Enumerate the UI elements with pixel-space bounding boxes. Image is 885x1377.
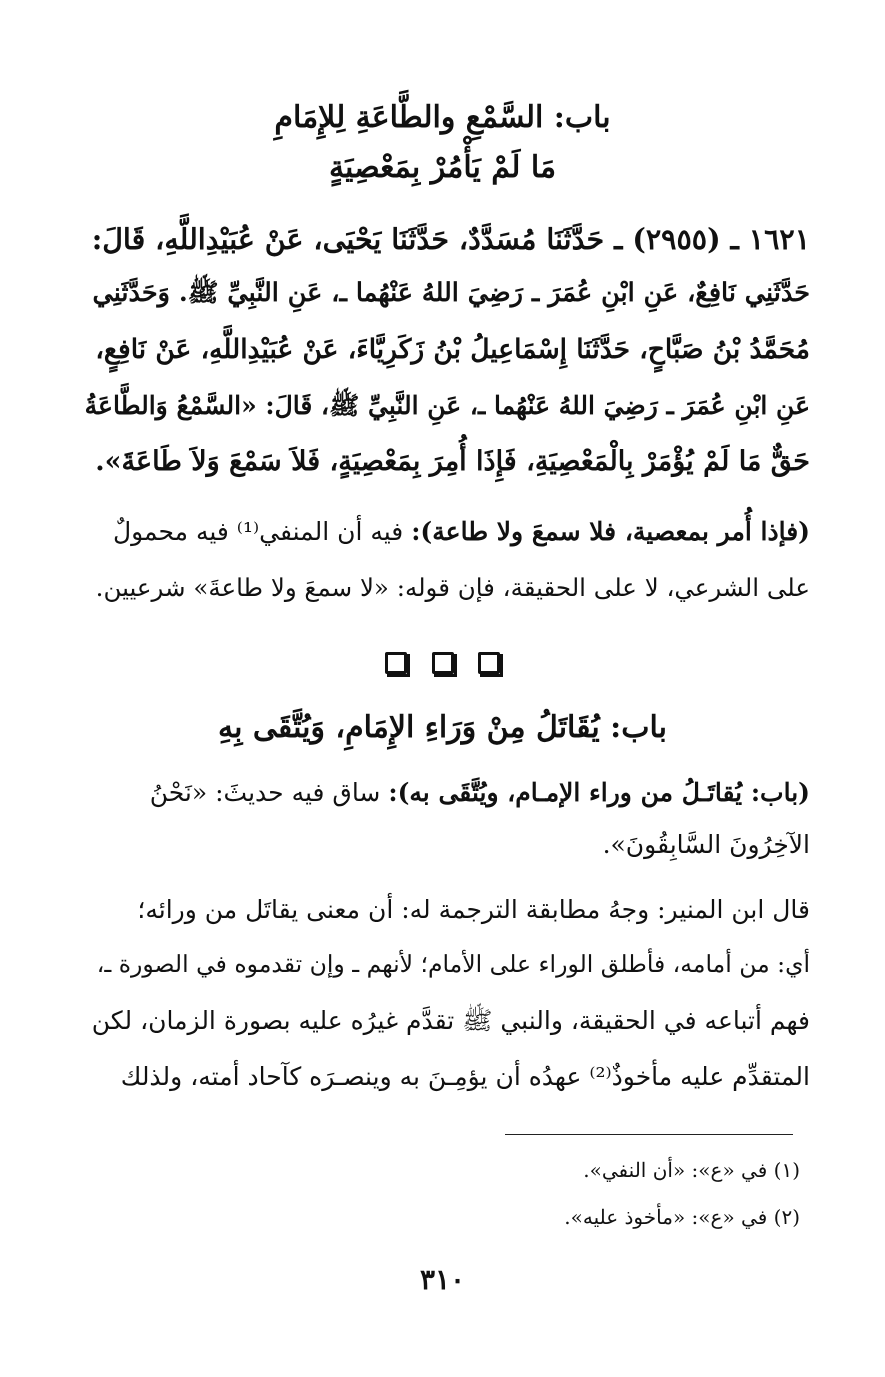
hadith-line-2: حَدَّثَنِي نَافِعٌ، عَنِ ابْنِ عُمَرَ ـ رَضِيَ اللهُ عَنْهُما ـ، عَنِ النَّبِيِّ ﷺ. وَحَدَّثَنِي	[92, 278, 810, 308]
hadith-line-5: حَقٌّ مَا لَمْ يُؤْمَرْ بِالْمَعْصِيَةِ، فَإِذَا أُمِرَ بِمَعْصِيَةٍ، فَلاَ سَمْعَ وَلاَ طَاعَةَ».	[95, 446, 810, 477]
chapter-title-1-line2: مَا لَمْ يَأْمُرْ بِمَعْصِيَةٍ	[328, 150, 557, 185]
commentary-1-line-2: على الشرعي، لا على الحقيقة، فإن قوله: «لا سمعَ ولا طاعةَ» شرعيين.	[95, 573, 810, 602]
commentary-2-line-1	[85, 778, 810, 807]
commentary-2-quote: (باب: يُقاتَـلُ من وراء الإمـام، ويُتَّقَى به):	[388, 778, 810, 807]
commentary-2-text: ساق فيه حديثَ: «نَحْنُ	[149, 778, 381, 807]
hadith-line-4: عَنِ ابْنِ عُمَرَ ـ رَضِيَ اللهُ عَنْهُما ـ، عَنِ النَّبِيِّ ﷺ، قَالَ: «السَّمْعُ وَالطَّاعَةُ	[84, 391, 810, 420]
separator-square-icon	[478, 652, 500, 674]
commentary-1-line-1	[85, 517, 810, 546]
footnote-divider	[505, 1134, 793, 1135]
footnote-1: (١) في «ع»: «أن النفي».	[583, 1158, 800, 1182]
commentary-1-quote: (فإذا أُمر بمعصية، فلا سمعَ ولا طاعة):	[411, 517, 810, 546]
commentary-3-line-4: المتقدِّم عليه مأخوذٌ⁽²⁾ عهدُه أن يؤمِـنَ به وينصـرَه كآحاد أمته، ولذلك	[120, 1062, 810, 1091]
separator-square-icon	[385, 652, 407, 674]
hadith-line-3: مُحَمَّدُ بْنُ صَبَّاحٍ، حَدَّثَنَا إِسْمَاعِيلُ بْنُ زَكَرِيَّاءَ، عَنْ عُبَيْدِاللَّهِ، عَنْ نَافِعٍ،	[95, 334, 810, 365]
footnote-2: (٢) في «ع»: «مأخوذ عليه».	[564, 1205, 800, 1229]
separator-square-icon	[432, 652, 454, 674]
commentary-3-line-1: قال ابن المنير: وجهُ مطابقة الترجمة له: أن معنى يقاتَل من ورائه؛	[137, 895, 810, 924]
commentary-2-line-2: الآخِرُونَ السَّابِقُونَ».	[602, 830, 810, 859]
chapter-title-1-line1: باب: السَّمْعِ والطَّاعَةِ لِلإِمَامِ	[274, 100, 611, 135]
section-separator	[385, 652, 500, 678]
commentary-3-line-3: فهم أتباعه في الحقيقة، والنبي ﷺ تقدَّم غيرُه عليه بصورة الزمان، لكن	[91, 1006, 810, 1035]
page-number: ٣١٠	[419, 1263, 466, 1296]
hadith-line-1: ١٦٢١ ـ (٢٩٥٥) ـ حَدَّثَنَا مُسَدَّدٌ، حَدَّثَنَا يَحْيَى، عَنْ عُبَيْدِاللَّهِ، قَالَ:	[91, 222, 810, 256]
chapter-title-2: باب: يُقَاتَلُ مِنْ وَرَاءِ الإِمَامِ، وَيُتَّقَى بِهِ	[218, 710, 667, 745]
commentary-3-line-2: أي: من أمامه، فأطلق الوراء على الأمام؛ لأنهم ـ وإن تقدموه في الصورة ـ،	[96, 950, 810, 978]
commentary-1-text: فيه أن المنفي⁽¹⁾ فيه محمولٌ	[112, 517, 404, 546]
